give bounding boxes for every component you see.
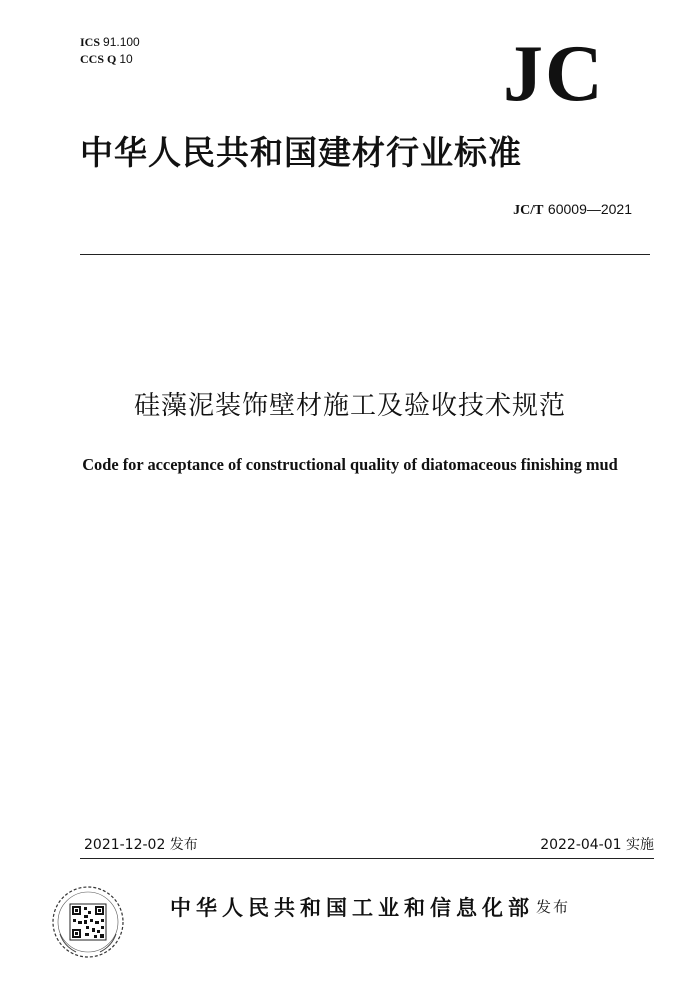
- document-title-chinese: 硅藻泥装饰壁材施工及验收技术规范: [133, 391, 566, 421]
- document-title-english: Code for acceptance of constructional quality of diatomaceous finishing mud: [82, 455, 618, 474]
- classification-codes: [80, 34, 140, 68]
- top-divider: [80, 254, 650, 255]
- standard-number-code: 60009—2021: [547, 201, 632, 217]
- ics-code: [80, 34, 140, 51]
- ics-number: 91.100: [103, 35, 140, 49]
- jc-logo: JC: [503, 30, 605, 118]
- standard-number: [513, 201, 632, 219]
- standard-category: 中华人民共和国建材行业标准: [80, 133, 522, 172]
- ics-prefix: ICS: [80, 35, 101, 49]
- publish-label: 发布: [536, 898, 571, 916]
- qr-seal-icon: [50, 884, 126, 960]
- ccs-code: [80, 51, 140, 68]
- issue-date: 2021-12-02 发布: [84, 837, 198, 853]
- ccs-prefix: CCS Q: [80, 52, 117, 66]
- ccs-number: 10: [119, 52, 133, 66]
- issuing-ministry: 中华人民共和国工业和信息化部: [170, 895, 534, 920]
- implementation-date: 2022-04-01 实施: [540, 837, 654, 853]
- bottom-divider: [80, 858, 654, 859]
- standard-number-prefix: JC/T: [513, 203, 544, 218]
